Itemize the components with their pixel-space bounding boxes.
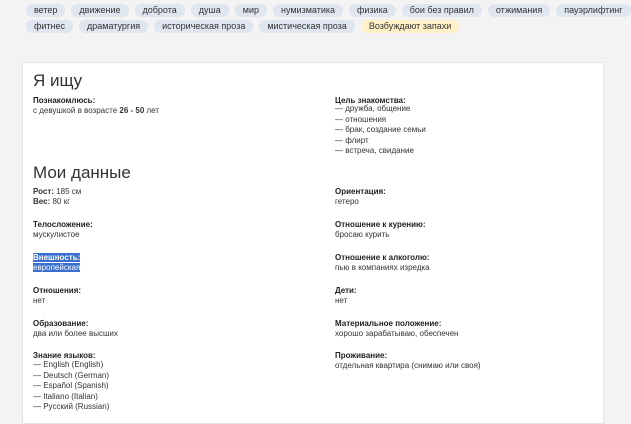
orientation-label: Ориентация: — [335, 187, 386, 196]
smoking-label: Отношение к курению: — [335, 220, 426, 229]
living-label: Проживание: — [335, 351, 388, 360]
meet-value — [33, 106, 159, 115]
education-label: Образование: — [33, 319, 89, 328]
goal-list — [335, 104, 426, 157]
profile-panel — [22, 62, 604, 424]
interest-tag[interactable]: отжимания — [488, 4, 550, 17]
meet-age-range: 26 - 50 — [119, 106, 145, 115]
height-row — [33, 187, 81, 196]
alcohol-label: Отношение к алкоголю: — [335, 253, 430, 262]
interest-tag[interactable]: драматургия — [79, 20, 148, 33]
weight-value: 80 кг — [52, 197, 71, 206]
list-item: — Deutsch (German) — [33, 370, 110, 380]
list-item: — Русский (Russian) — [33, 402, 110, 411]
appearance-label: Внешность: — [33, 253, 81, 262]
interest-tag[interactable]: пауэрлифтинг — [556, 4, 630, 17]
orientation-value: гетеро — [335, 197, 359, 206]
search-section-title: Я ищу — [33, 71, 83, 90]
list-item: — флирт — [335, 135, 369, 145]
smoking-value: бросаю курить — [335, 230, 390, 239]
body-label: Телосложение: — [33, 220, 93, 229]
interest-tag[interactable]: фитнес — [26, 20, 73, 33]
goal-label: Цель знакомства: — [335, 96, 406, 105]
list-item: — Italiano (Italian) — [33, 391, 98, 401]
living-value: отдельная квартира (снимаю или своя) — [335, 361, 481, 370]
weight-row — [33, 197, 70, 206]
list-item: — English (English) — [33, 360, 104, 369]
interest-tag[interactable]: душа — [191, 4, 229, 17]
meet-prefix: с девушкой в возрасте — [33, 106, 120, 115]
relations-label: Отношения: — [33, 286, 82, 295]
interest-tag[interactable]: историческая проза — [154, 20, 253, 33]
interest-tag[interactable]: физика — [349, 4, 396, 17]
education-value: два или более высших — [33, 329, 118, 338]
body-value: мускулистое — [33, 230, 80, 239]
children-label: Дети: — [335, 286, 357, 295]
tag-row-1 — [26, 4, 623, 17]
interest-tag[interactable]: движение — [71, 4, 128, 17]
finance-value: хорошо зарабатываю, обеспечен — [335, 329, 459, 338]
profile-section-title: Мои данные — [33, 163, 131, 182]
finance-label: Материальное положение: — [335, 319, 442, 328]
list-item: — Español (Spanish) — [33, 381, 109, 390]
interest-tags — [26, 4, 623, 36]
meet-suffix: лет — [144, 106, 160, 115]
languages-label: Знание языков: — [33, 351, 96, 360]
list-item: — брак, создание семьи — [335, 125, 426, 134]
children-value: нет — [335, 296, 348, 305]
weight-label: Вес: — [33, 197, 51, 206]
interest-tag[interactable]: доброта — [135, 4, 185, 17]
languages-list — [33, 360, 109, 413]
list-item: — встреча, свидание — [335, 146, 414, 155]
list-item: — отношения — [335, 114, 387, 124]
height-label: Рост: — [33, 187, 54, 196]
meet-label: Познакомлюсь: — [33, 96, 96, 105]
appearance-value: европейская — [33, 263, 81, 272]
height-value: 185 см — [56, 187, 82, 196]
relations-value: нет — [33, 296, 46, 305]
tag-row-2 — [26, 20, 598, 33]
interest-tag[interactable]: бои без правил — [402, 4, 482, 17]
interest-tag[interactable]: нумизматика — [273, 4, 343, 17]
list-item: — дружба, общение — [335, 104, 411, 113]
interest-tag[interactable]: мир — [235, 4, 267, 17]
alcohol-value: пью в компаниях изредка — [335, 263, 430, 272]
interest-tag[interactable]: ветер — [26, 4, 65, 17]
interest-tag-highlighted[interactable]: Возбуждают запахи — [361, 20, 459, 33]
interest-tag[interactable]: мистическая проза — [259, 20, 355, 33]
